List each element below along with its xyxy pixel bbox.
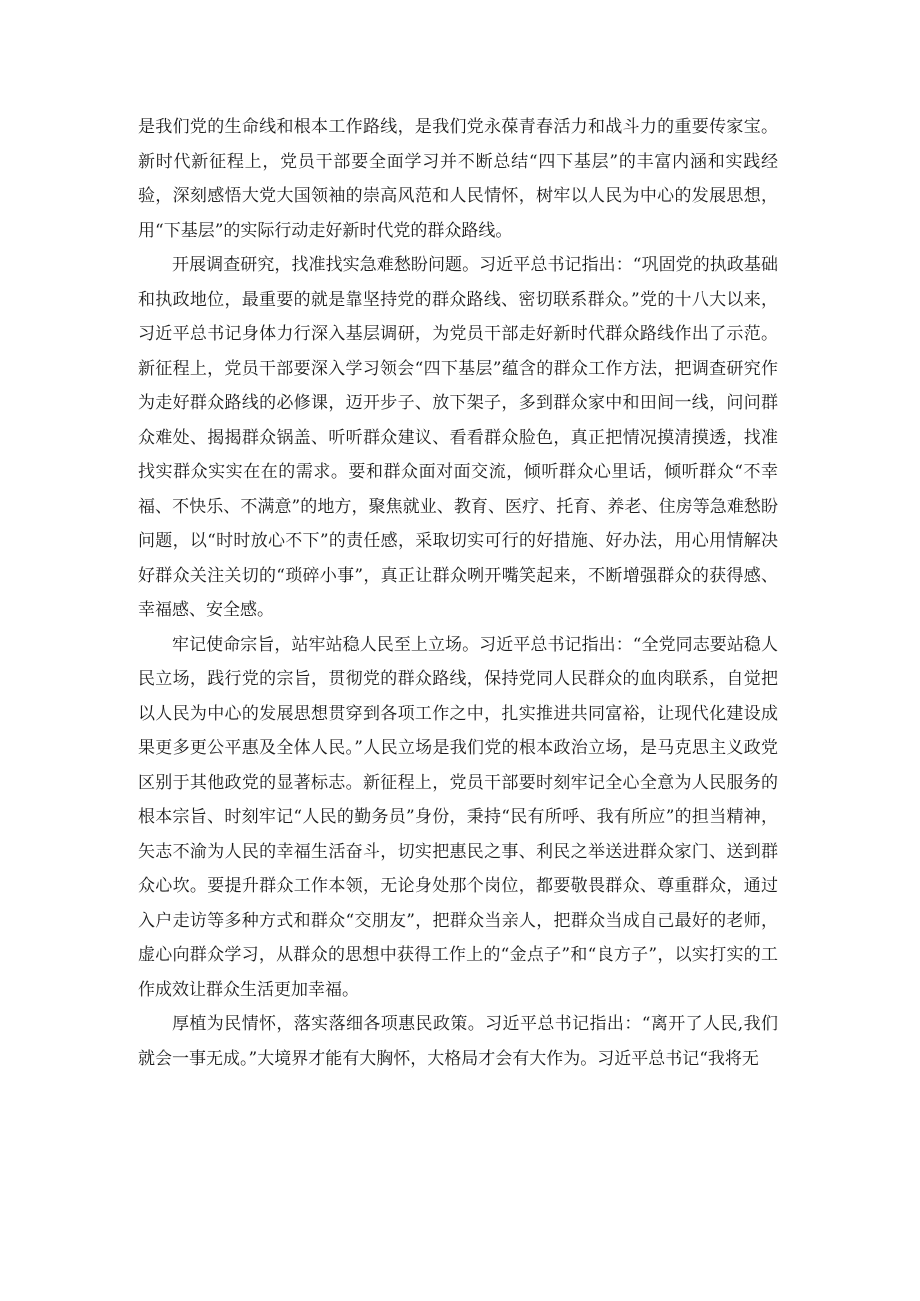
paragraph-4: 厚植为民情怀，落实落细各项惠民政策。习近平总书记指出：“离开了人民,我们就会一事无成。”大境界才能有大胸怀，大格局才会有大作为。习近平总书记“我将无 [138,1014,778,1069]
body-text [138,110,778,1076]
paragraph-3: 牢记使命宗旨，站牢站稳人民至上立场。习近平总书记指出：“全党同志要站稳人民立场，践行党的宗旨，贯彻党的群众路线，保持党同人民群众的血肉联系，自觉把以人民为中心的发展思想贯穿到各项工作之中，扎实推进共同富裕，让现代化建设成果更多更公平惠及全体人民。”人民立场是我们党的根本政治立场，是马克思主义政党区别于其他政党的显著标志。新征程上，党员干部要时刻牢记全心全意为人民服务的根本宗旨、时刻牢记“人民的勤务员”身份，秉持“民有所呼、我有所应”的担当精神，矢志不渝为人民的幸福生活奋斗，切实把惠民之事、利民之举送进群众家门、送到群众心坎。要提升群众工作本领，无论身处那个岗位，都要敬畏群众、尊重群众，通过入户走访等多种方式和群众“交朋友”，把群众当亲人，把群众当成自己最好的老师，虚心向群众学习，从群众的思想中获得工作上的“金点子”和“良方子”，以实打实的工作成效让群众生活更加幸福。 [138,634,778,1000]
paragraph-2: 开展调查研究，找准找实急难愁盼问题。习近平总书记指出：“巩固党的执政基础和执政地位，最重要的就是靠坚持党的群众路线、密切联系群众。”党的十八大以来，习近平总书记身体力行深入基层调研，为党员干部走好新时代群众路线作出了示范。新征程上，党员干部要深入学习领会“四下基层”蕴含的群众工作方法，把调查研究作为走好群众路线的必修课，迈开步子、放下架子，多到群众家中和田间一线，问问群众难处、揭揭群众锅盖、听听群众建议、看看群众脸色，真正把情况摸清摸透，找准找实群众实实在在的需求。要和群众面对面交流，倾听群众心里话，倾听群众“不幸福、不快乐、不满意”的地方，聚焦就业、教育、医疗、托育、养老、住房等急难愁盼问题，以“时时放心不下”的责任感，采取切实可行的好措施、好办法，用心用情解决好群众关注关切的“琐碎小事”，真正让群众咧开嘴笑起来，不断增强群众的获得感、幸福感、安全感。 [138,255,778,620]
paragraph-1: 是我们党的生命线和根本工作路线，是我们党永葆青春活力和战斗力的重要传家宝。新时代新征程上，党员干部要全面学习并不断总结“四下基层”的丰富内涵和实践经验，深刻感悟大党大国领袖的崇高风范和人民情怀，树牢以人民为中心的发展思想，用“下基层”的实际行动走好新时代党的群众路线。 [138,117,778,241]
